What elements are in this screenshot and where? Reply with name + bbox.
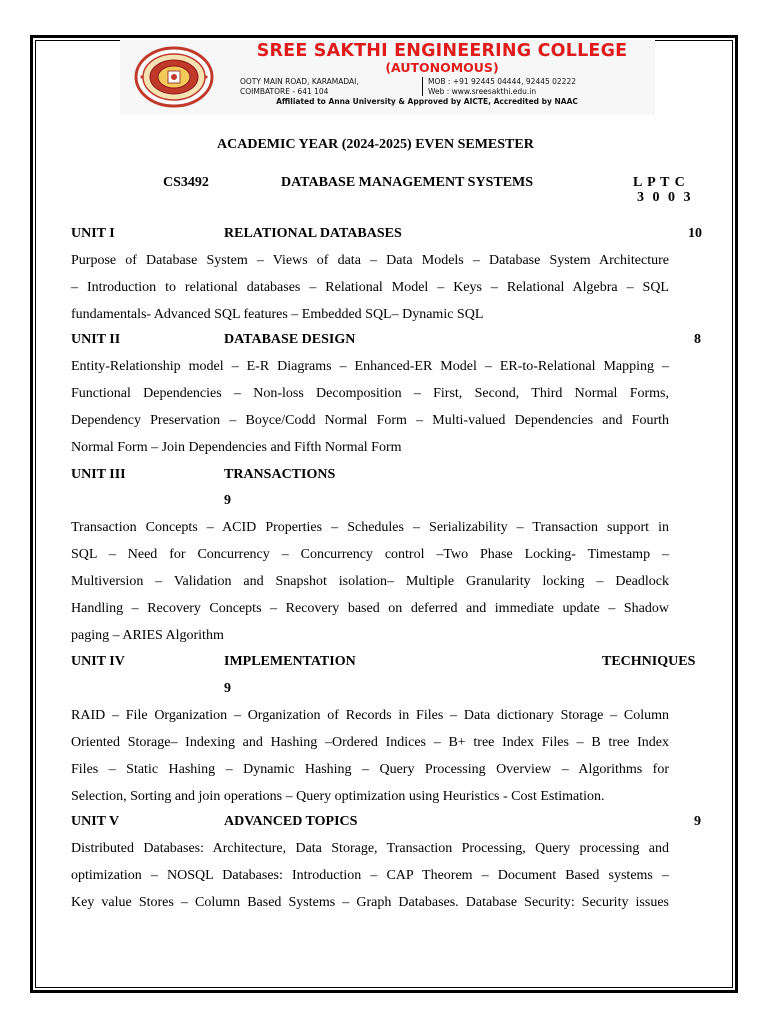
unit-3-label: UNIT III (71, 467, 126, 482)
academic-year-heading: ACADEMIC YEAR (2024-2025) EVEN SEMESTER (217, 137, 534, 152)
college-contact (428, 77, 576, 96)
unit-5-line: Distributed Databases: Architecture, Data Storage, Transaction Processing, Query processing and (71, 841, 669, 856)
unit-3-title: TRANSACTIONS (224, 467, 336, 482)
unit-4-line: Files – Static Hashing – Dynamic Hashing – Query Processing Overview – Algorithms for (71, 761, 669, 777)
college-letterhead (120, 40, 655, 115)
ltpc-header: L P T C (633, 175, 686, 190)
unit-5-line: optimization – NOSQL Databases: Introduction – CAP Theorem – Document Based systems – (71, 867, 669, 883)
unit-1-content (71, 248, 669, 329)
unit-3-line: Multiversion – Validation and Snapshot isolation– Multiple Granularity locking – Deadlock (71, 573, 669, 589)
address-line-1: OOTY MAIN ROAD, KARAMADAI, (240, 77, 359, 86)
unit-3-line: Transaction Concepts – ACID Properties – Schedules – Serializability – Transaction support in (71, 520, 669, 535)
unit-3-line: SQL – Need for Concurrency – Concurrency control –Two Phase Locking- Timestamp – (71, 546, 669, 562)
unit-2-line: Dependency Preservation – Boyce/Codd Normal Form – Multi-valued Dependencies and Fourth (71, 412, 669, 428)
college-seal-logo (134, 46, 214, 108)
unit-1-label: UNIT I (71, 226, 115, 241)
unit-4-line: RAID – File Organization – Organization of Records in Files – Data dictionary Storage – Column (71, 708, 669, 723)
unit-4-hours: 9 (224, 681, 231, 696)
affiliation-note: Affiliated to Anna University & Approved by AICTE, Accredited by NAAC (276, 97, 578, 106)
unit-2-line: Entity-Relationship model – E-R Diagrams – Enhanced-ER Model – ER-to-Relational Mapping – (71, 359, 669, 374)
website: Web : www.sreesakthi.edu.in (428, 86, 537, 96)
unit-1-title: RELATIONAL DATABASES (224, 226, 402, 241)
unit-4-title: IMPLEMENTATION (224, 654, 356, 669)
unit-1-line: Purpose of Database System – Views of data – Data Models – Database System Architecture (71, 253, 669, 268)
unit-2-line: Normal Form – Join Dependencies and Fifth Normal Form (71, 439, 402, 455)
mobile-numbers: MOB : +91 92445 04444, 92445 02222 (428, 77, 576, 86)
unit-1-hours: 10 (688, 226, 702, 241)
unit-2-content (71, 354, 669, 462)
course-code: CS3492 (163, 175, 209, 190)
unit-2-line: Functional Dependencies – Non-loss Decomposition – First, Second, Third Normal Forms, (71, 385, 669, 401)
address-divider (422, 77, 423, 96)
unit-5-hours: 9 (694, 814, 701, 829)
college-name: SREE SAKTHI ENGINEERING COLLEGE (256, 41, 628, 61)
unit-2-title: DATABASE DESIGN (224, 332, 356, 347)
unit-2-hours: 8 (694, 332, 701, 347)
unit-4-label: UNIT IV (71, 654, 125, 669)
unit-3-hours: 9 (224, 493, 231, 508)
unit-1-line: fundamentals- Advanced SQL features – Embedded SQL– Dynamic SQL (71, 306, 484, 322)
unit-4-title-end: TECHNIQUES (602, 654, 696, 669)
unit-3-line: paging – ARIES Algorithm (71, 627, 224, 643)
address-line-2: COIMBATORE - 641 104 (240, 86, 329, 96)
unit-4-line: Selection, Sorting and join operations – Query optimization using Heuristics - Cost Estimation. (71, 788, 605, 804)
unit-3-content (71, 515, 669, 649)
course-title: DATABASE MANAGEMENT SYSTEMS (281, 175, 534, 190)
ltpc-values: 3 0 0 3 (637, 190, 693, 205)
unit-5-title: ADVANCED TOPICS (224, 814, 358, 829)
unit-2-label: UNIT II (71, 332, 121, 347)
unit-3-line: Handling – Recovery Concepts – Recovery based on deferred and immediate update – Shadow (71, 600, 669, 616)
unit-4-content (71, 703, 669, 811)
college-address (240, 77, 359, 96)
unit-5-label: UNIT V (71, 814, 120, 829)
unit-5-line: Key value Stores – Column Based Systems – Graph Databases. Database Security: Security issues (71, 894, 669, 910)
unit-5-content (71, 836, 669, 917)
unit-4-line: Oriented Storage– Indexing and Hashing –Ordered Indices – B+ tree Index Files – B tree Index (71, 734, 669, 750)
college-status: (AUTONOMOUS) (385, 60, 499, 75)
unit-1-line: – Introduction to relational databases – Relational Model – Keys – Relational Algebra – SQL (71, 279, 669, 295)
